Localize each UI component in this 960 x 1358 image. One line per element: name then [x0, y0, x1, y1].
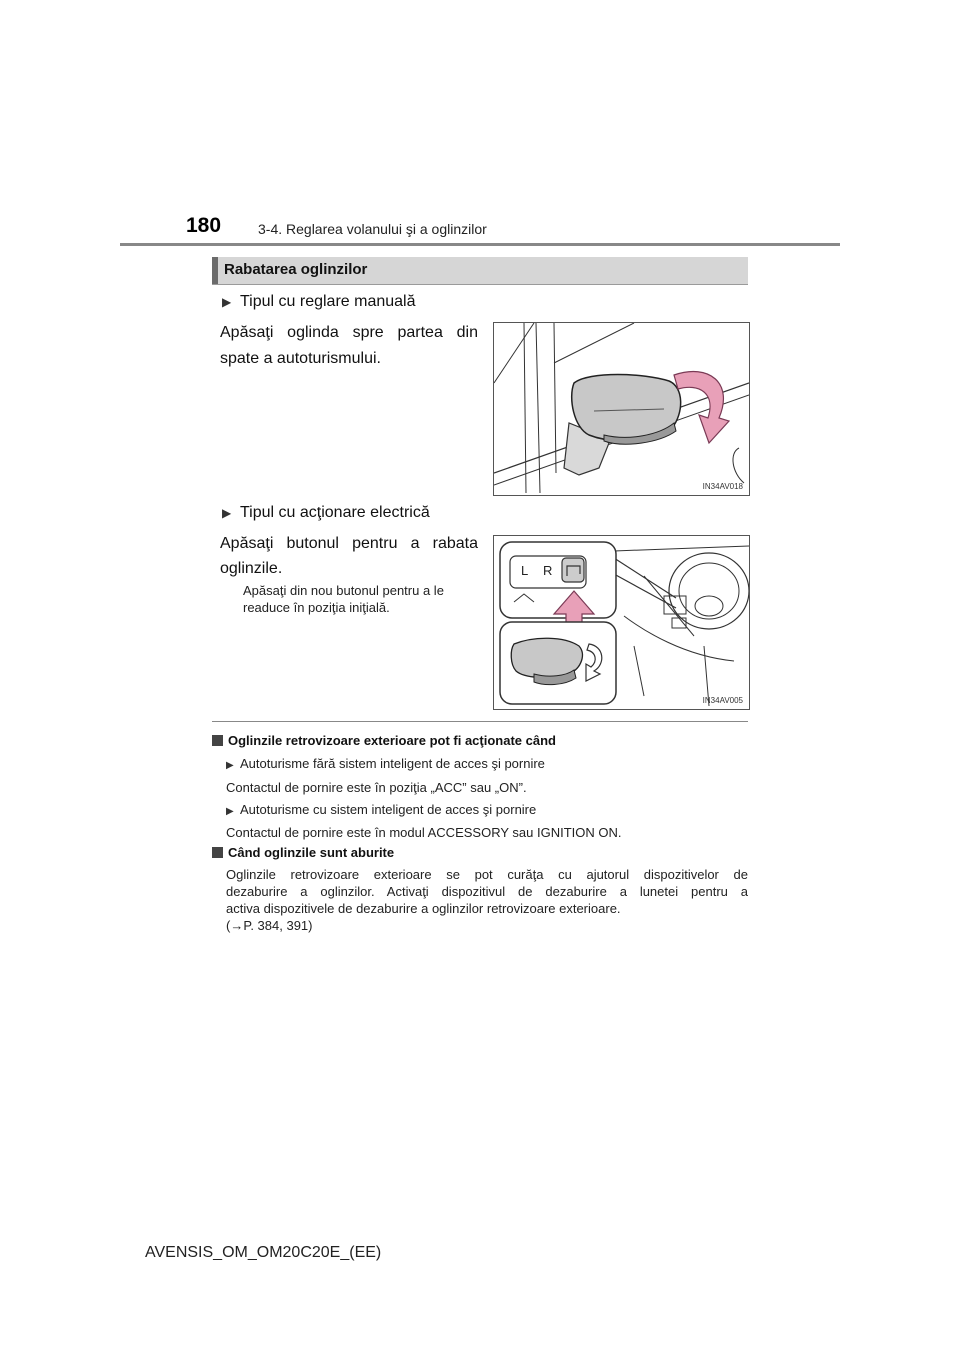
triangle-bullet-icon: ▶ — [226, 806, 234, 817]
block-title-accent — [212, 257, 218, 284]
block-title: Rabatarea oglinzilor — [224, 261, 368, 278]
note2-line3: activa dispozitivele de dezaburire a oglinzilor retrovizoare exterioare. — [226, 901, 621, 916]
electric-switch-figure — [493, 535, 750, 710]
figure-code: IN34AV018 — [702, 482, 743, 491]
note1-item-b-text: Contactul de pornire este în modul ACCESSORY sau IGNITION ON. — [226, 825, 622, 840]
note1-item-a-text: Contactul de pornire este în poziţia „ACC” sau „ON”. — [226, 780, 527, 795]
figure-code: IN34AV005 — [702, 696, 743, 705]
electric-type-heading: ▶ Tipul cu acţionare electrică — [222, 504, 430, 521]
square-bullet-icon — [212, 735, 223, 746]
triangle-bullet-icon: ▶ — [222, 506, 232, 520]
section-title: 3-4. Reglarea volanului şi a oglinzilor — [258, 221, 487, 237]
manual-mirror-illustration — [494, 323, 749, 495]
block-title-underline — [212, 284, 748, 285]
square-bullet-icon — [212, 847, 223, 858]
page-number: 180 — [186, 214, 222, 237]
manual-type-heading: ▶ Tipul cu reglare manuală — [222, 293, 416, 310]
note2-line4: (→P. 384, 391) — [226, 918, 313, 933]
electric-note-line2: readuce în poziţia iniţială. — [243, 600, 390, 615]
manual-instruction-line2: spate a autoturismului. — [220, 350, 381, 367]
switch-right-label: R — [543, 563, 553, 578]
header-rule — [120, 243, 840, 246]
electric-note-line1: Apăsaţi din nou butonul pentru a le — [243, 583, 444, 598]
note1-item-a-label: ▶ Autoturisme fără sistem inteligent de acces şi pornire — [226, 755, 545, 774]
note1-item-b-label: ▶ Autoturisme cu sistem inteligent de acces şi pornire — [226, 801, 536, 820]
switch-left-label: L — [521, 563, 529, 578]
electric-switch-illustration — [494, 536, 749, 709]
electric-instruction-line2: oglinzile. — [220, 560, 283, 577]
triangle-bullet-icon: ▶ — [222, 295, 232, 309]
note2-line1: Oglinzile retrovizoare exterioare se pot curăţa cu ajutorul dispozitivelor de — [226, 867, 748, 882]
triangle-bullet-icon: ▶ — [226, 760, 234, 771]
manual-mirror-figure — [493, 322, 750, 496]
document-code: AVENSIS_OM_OM20C20E_(EE) — [145, 1244, 382, 1261]
note2-line2: dezaburire a oglinzilor. Activaţi dispozitivul de dezaburire a lunetei pentru a — [226, 884, 748, 899]
note2-title: Când oglinzile sunt aburite — [212, 845, 394, 860]
electric-instruction-line1: Apăsaţi butonul pentru a rabata — [220, 535, 478, 552]
note1-title: Oglinzile retrovizoare exterioare pot fi acţionate când — [212, 733, 556, 748]
manual-instruction-line1: Apăsaţi oglinda spre partea din — [220, 324, 478, 341]
section-divider — [212, 721, 748, 722]
